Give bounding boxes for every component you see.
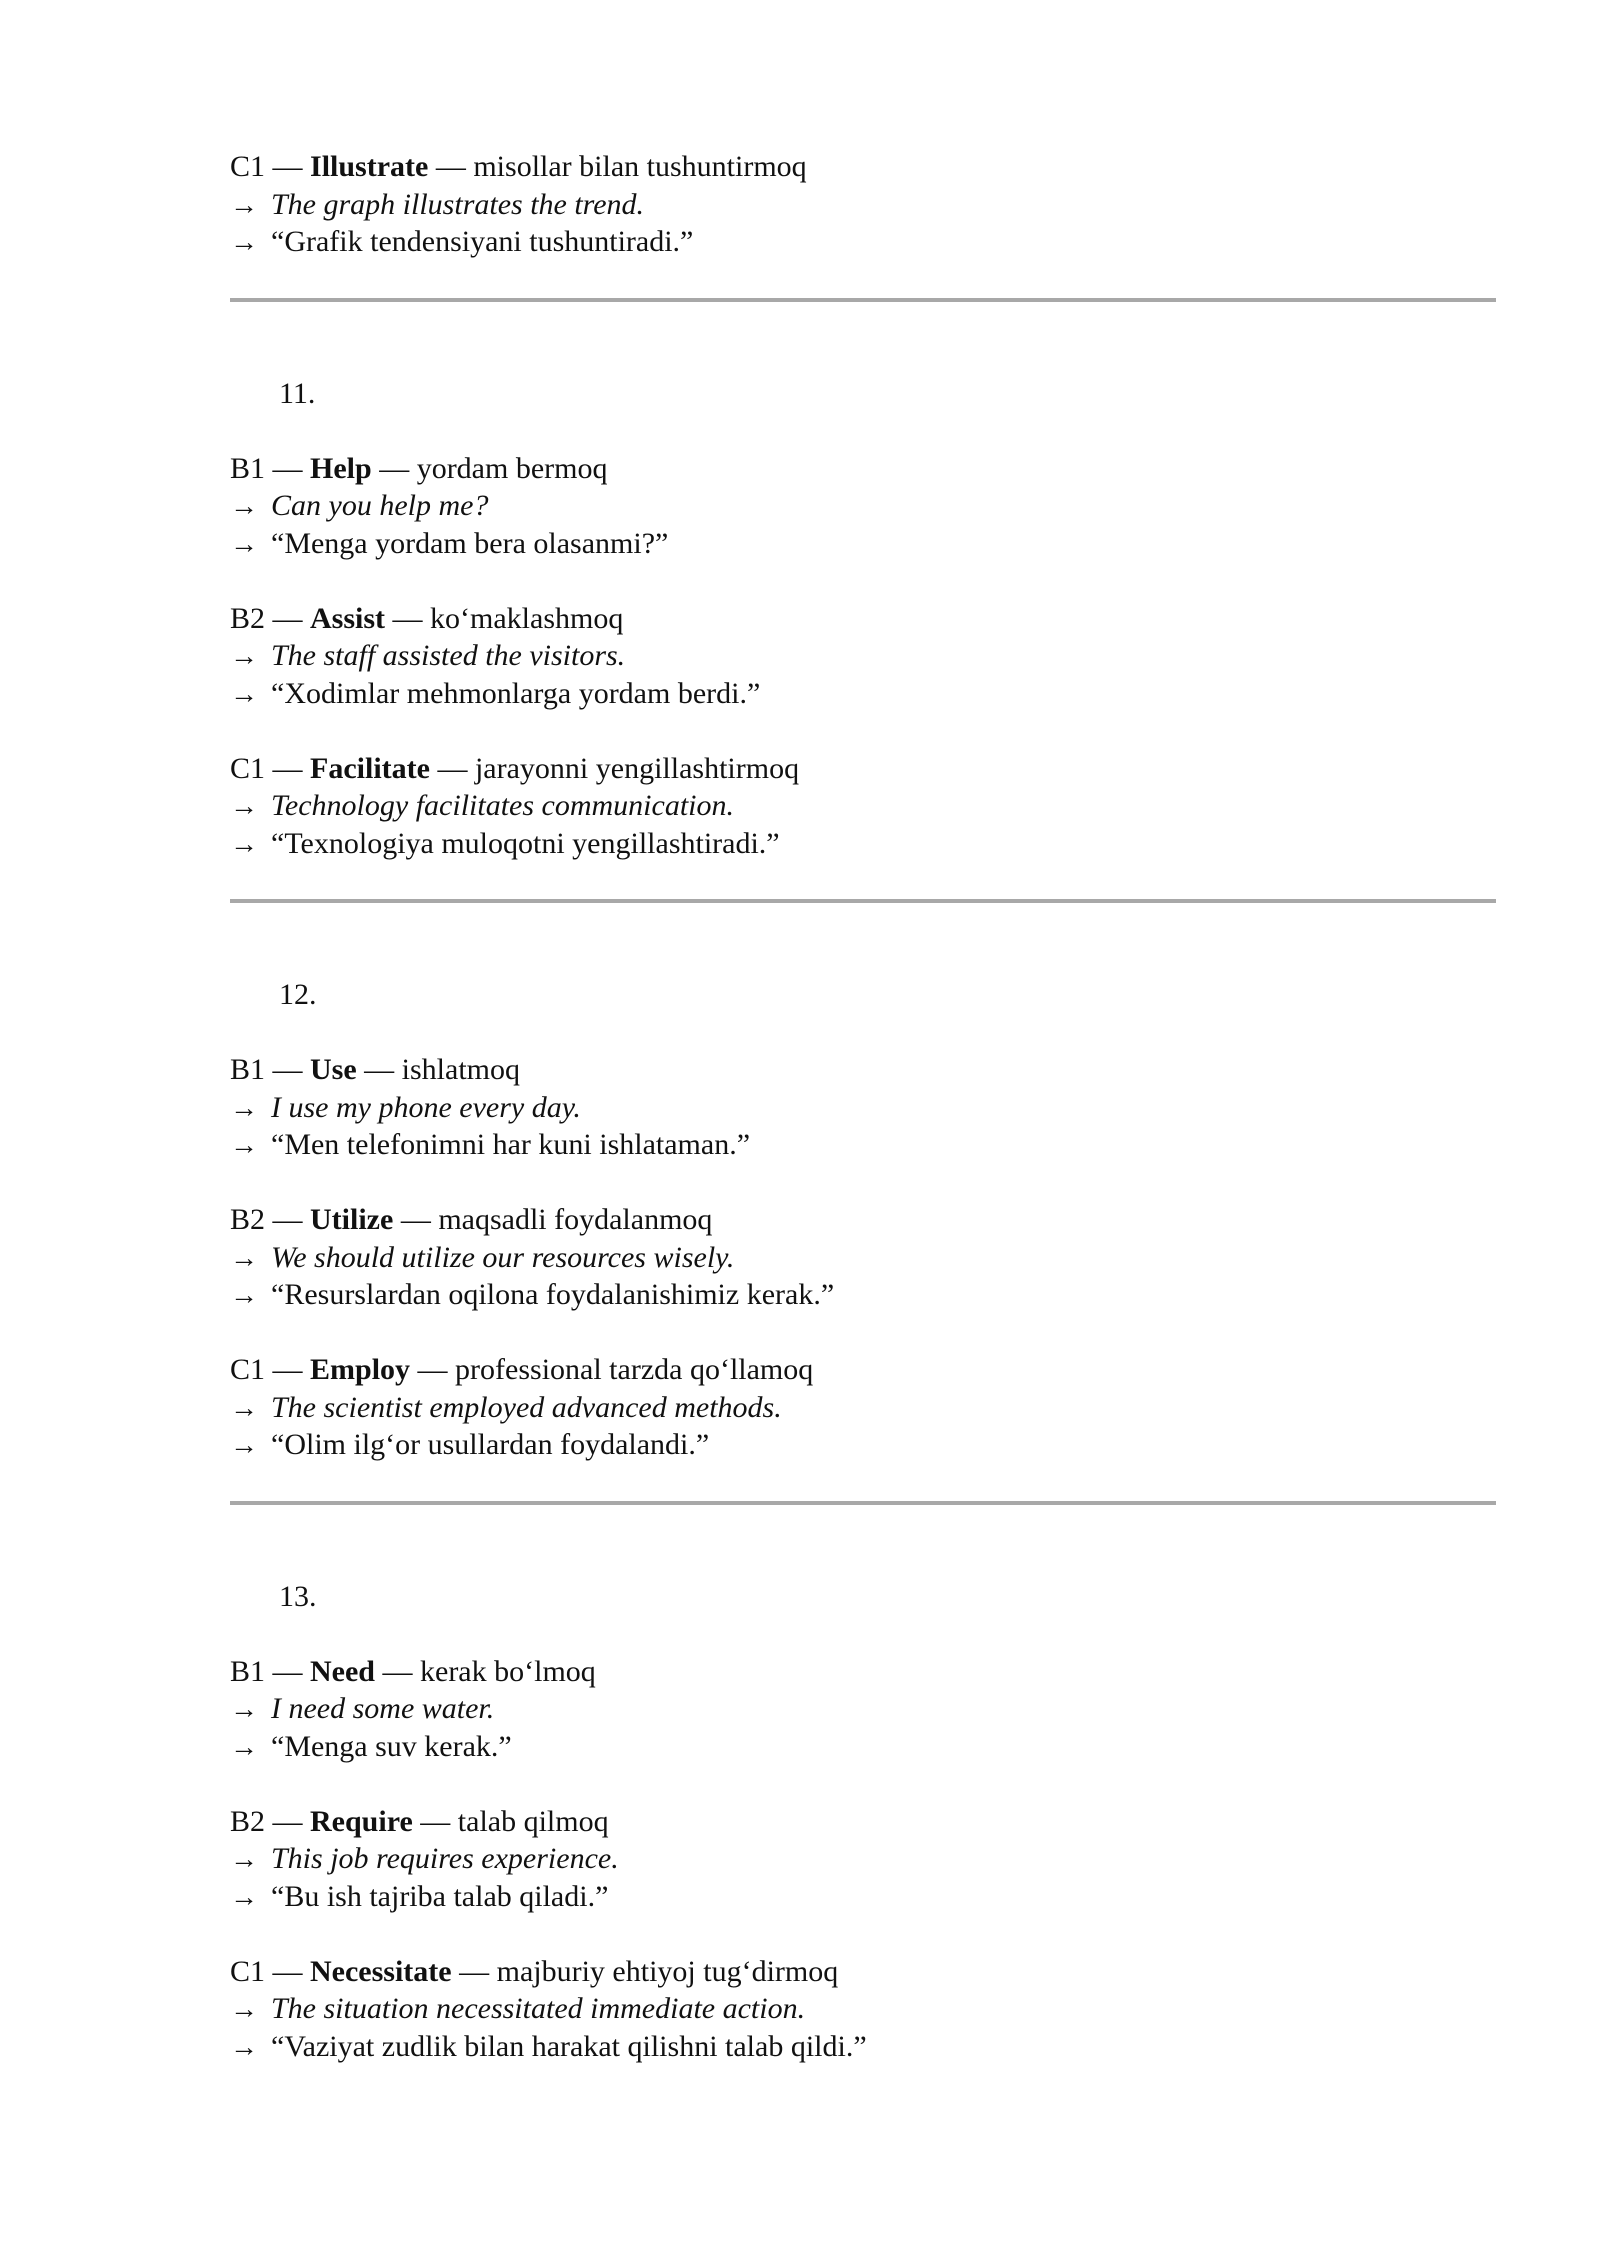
level-label: B1	[230, 1654, 266, 1688]
translation: “Olim ilg‘or usullardan foydalandi.”	[271, 1428, 710, 1461]
arrow-icon: →	[230, 828, 258, 860]
meaning: ko‘maklashmoq	[430, 601, 624, 635]
section-divider	[230, 298, 1496, 302]
translation-line	[230, 525, 1496, 563]
translation: “Resurslardan oqilona foydalanishimiz kerak.”	[271, 1278, 835, 1311]
headword: Need	[310, 1654, 375, 1688]
example-line	[230, 186, 1496, 224]
level-label: B1	[230, 451, 266, 485]
headword: Assist	[310, 601, 386, 635]
level-label: C1	[230, 1353, 266, 1386]
meaning: talab qilmoq	[457, 1804, 609, 1838]
example-sentence: I need some water.	[271, 1692, 495, 1725]
level-label: B1	[230, 1053, 266, 1086]
meaning: majburiy ehtiyoj tug‘dirmoq	[496, 1954, 839, 1988]
vocab-entry	[230, 1051, 1496, 1164]
translation: “Xodimlar mehmonlarga yordam berdi.”	[271, 676, 761, 710]
headword: Utilize	[310, 1203, 394, 1236]
entry-headline: B1 — Use — ishlatmoq	[230, 1053, 521, 1086]
entry-headline: C1 — Facilitate — jarayonni yengillashtirmoq	[230, 751, 800, 785]
entry-spacer	[230, 1765, 1496, 1803]
arrow-icon: →	[230, 1844, 258, 1875]
entry-spacer	[230, 562, 1496, 600]
entry-headline: B2 — Utilize — maqsadli foydalanmoq	[230, 1203, 713, 1236]
translation-line	[230, 1728, 1496, 1766]
example-sentence: We should utilize our resources wisely.	[271, 1240, 735, 1274]
section-divider	[230, 1501, 1496, 1505]
translation: “Bu ish tajriba talab qiladi.”	[271, 1879, 609, 1913]
translation-line	[230, 1426, 1496, 1464]
example-line	[230, 1089, 1496, 1127]
translation: “Menga suv kerak.”	[271, 1729, 512, 1763]
level-label: C1	[230, 751, 266, 785]
entry-headline: C1 — Illustrate — misollar bilan tushuntirmoq	[230, 150, 807, 183]
arrow-icon: →	[230, 528, 258, 560]
arrow-icon: →	[230, 1242, 258, 1274]
arrow-icon: →	[230, 1881, 258, 1913]
translation: “Texnologiya muloqotni yengillashtiradi.”	[271, 826, 780, 860]
section-divider	[230, 899, 1496, 903]
headword: Use	[310, 1053, 357, 1086]
arrow-icon: →	[230, 2031, 258, 2063]
arrow-icon: →	[230, 1280, 258, 1311]
vocab-entry	[230, 600, 1496, 713]
entry-headline: B1 — Need — kerak bo‘lmoq	[230, 1654, 596, 1688]
translation-line	[230, 2028, 1496, 2066]
vocab-section	[230, 1578, 1496, 2066]
arrow-icon: →	[230, 227, 258, 258]
entry-headline: B2 — Require — talab qilmoq	[230, 1804, 609, 1838]
vocab-entry	[230, 450, 1496, 563]
translation-line	[230, 825, 1496, 863]
headword: Illustrate	[310, 150, 429, 183]
document-page	[230, 148, 1496, 2065]
translation: “Grafik tendensiyani tushuntiradi.”	[271, 225, 694, 258]
arrow-icon: →	[230, 1694, 258, 1725]
entry-spacer	[230, 1164, 1496, 1202]
example-sentence: This job requires experience.	[271, 1842, 619, 1875]
example-sentence: The situation necessitated immediate action.	[271, 1992, 806, 2025]
example-sentence: The graph illustrates the trend.	[271, 187, 645, 221]
meaning: jarayonni yengillashtirmoq	[474, 751, 800, 785]
example-line	[230, 1840, 1496, 1878]
vocab-section	[230, 148, 1496, 302]
meaning: professional tarzda qo‘llamoq	[455, 1353, 814, 1386]
translation-line	[230, 1878, 1496, 1916]
level-label: C1	[230, 1954, 266, 1988]
example-sentence: Can you help me?	[271, 489, 489, 522]
entry-headline: C1 — Necessitate — majburiy ehtiyoj tug‘dirmoq	[230, 1954, 839, 1988]
vocab-entry	[230, 1653, 1496, 1766]
vocab-entry	[230, 148, 1496, 261]
entry-headline: B1 — Help — yordam bermoq	[230, 451, 608, 485]
translation: “Menga yordam bera olasanmi?”	[271, 526, 669, 560]
translation: “Men telefonimni har kuni ishlataman.”	[271, 1128, 751, 1161]
translation: “Vaziyat zudlik bilan harakat qilishni talab qildi.”	[271, 2029, 867, 2063]
level-label: B2	[230, 601, 266, 635]
headword: Necessitate	[310, 1954, 452, 1988]
meaning: ishlatmoq	[401, 1053, 521, 1086]
vocab-entry	[230, 1351, 1496, 1464]
level-label: C1	[230, 150, 266, 183]
section-number: 12.	[279, 978, 317, 1011]
vocab-entry	[230, 1201, 1496, 1314]
translation-line	[230, 1276, 1496, 1314]
example-line	[230, 637, 1496, 675]
example-sentence: Technology facilitates communication.	[271, 789, 734, 822]
entry-spacer	[230, 1314, 1496, 1352]
arrow-icon: →	[230, 1130, 258, 1161]
example-sentence: The staff assisted the visitors.	[271, 639, 626, 672]
meaning: misollar bilan tushuntirmoq	[473, 150, 807, 183]
level-label: B2	[230, 1203, 266, 1236]
headword: Require	[310, 1804, 413, 1838]
example-line	[230, 1239, 1496, 1277]
example-line	[230, 787, 1496, 825]
headword: Facilitate	[310, 751, 430, 785]
example-line	[230, 487, 1496, 525]
arrow-icon: →	[230, 791, 258, 822]
translation-line	[230, 675, 1496, 713]
arrow-icon: →	[230, 491, 258, 522]
arrow-icon: →	[230, 1994, 258, 2025]
vocab-entry	[230, 750, 1496, 863]
example-line	[230, 1389, 1496, 1427]
section-number: 13.	[279, 1579, 317, 1613]
translation-line	[230, 1126, 1496, 1164]
vocab-entry	[230, 1803, 1496, 1916]
arrow-icon: →	[230, 641, 258, 672]
example-line	[230, 1690, 1496, 1728]
entry-headline: C1 — Employ — professional tarzda qo‘llamoq	[230, 1353, 814, 1386]
arrow-icon: →	[230, 678, 258, 710]
translation-line	[230, 223, 1496, 261]
vocab-entry	[230, 1953, 1496, 2066]
meaning: kerak bo‘lmoq	[420, 1654, 596, 1688]
arrow-icon: →	[230, 1430, 258, 1461]
example-sentence: The scientist employed advanced methods.	[271, 1390, 782, 1424]
section-number: 11.	[279, 376, 316, 410]
headword: Employ	[310, 1353, 411, 1386]
arrow-icon: →	[230, 1731, 258, 1763]
meaning: yordam bermoq	[416, 451, 608, 485]
entry-headline: B2 — Assist — ko‘maklashmoq	[230, 601, 624, 635]
vocab-section	[230, 976, 1496, 1505]
arrow-icon: →	[230, 189, 258, 221]
arrow-icon: →	[230, 1392, 258, 1424]
example-line	[230, 1990, 1496, 2028]
entry-spacer	[230, 1915, 1496, 1953]
entry-spacer	[230, 712, 1496, 750]
meaning: maqsadli foydalanmoq	[438, 1203, 713, 1236]
headword: Help	[310, 451, 372, 485]
vocab-section	[230, 375, 1496, 904]
arrow-icon: →	[230, 1092, 258, 1124]
level-label: B2	[230, 1804, 266, 1838]
example-sentence: I use my phone every day.	[271, 1090, 581, 1124]
